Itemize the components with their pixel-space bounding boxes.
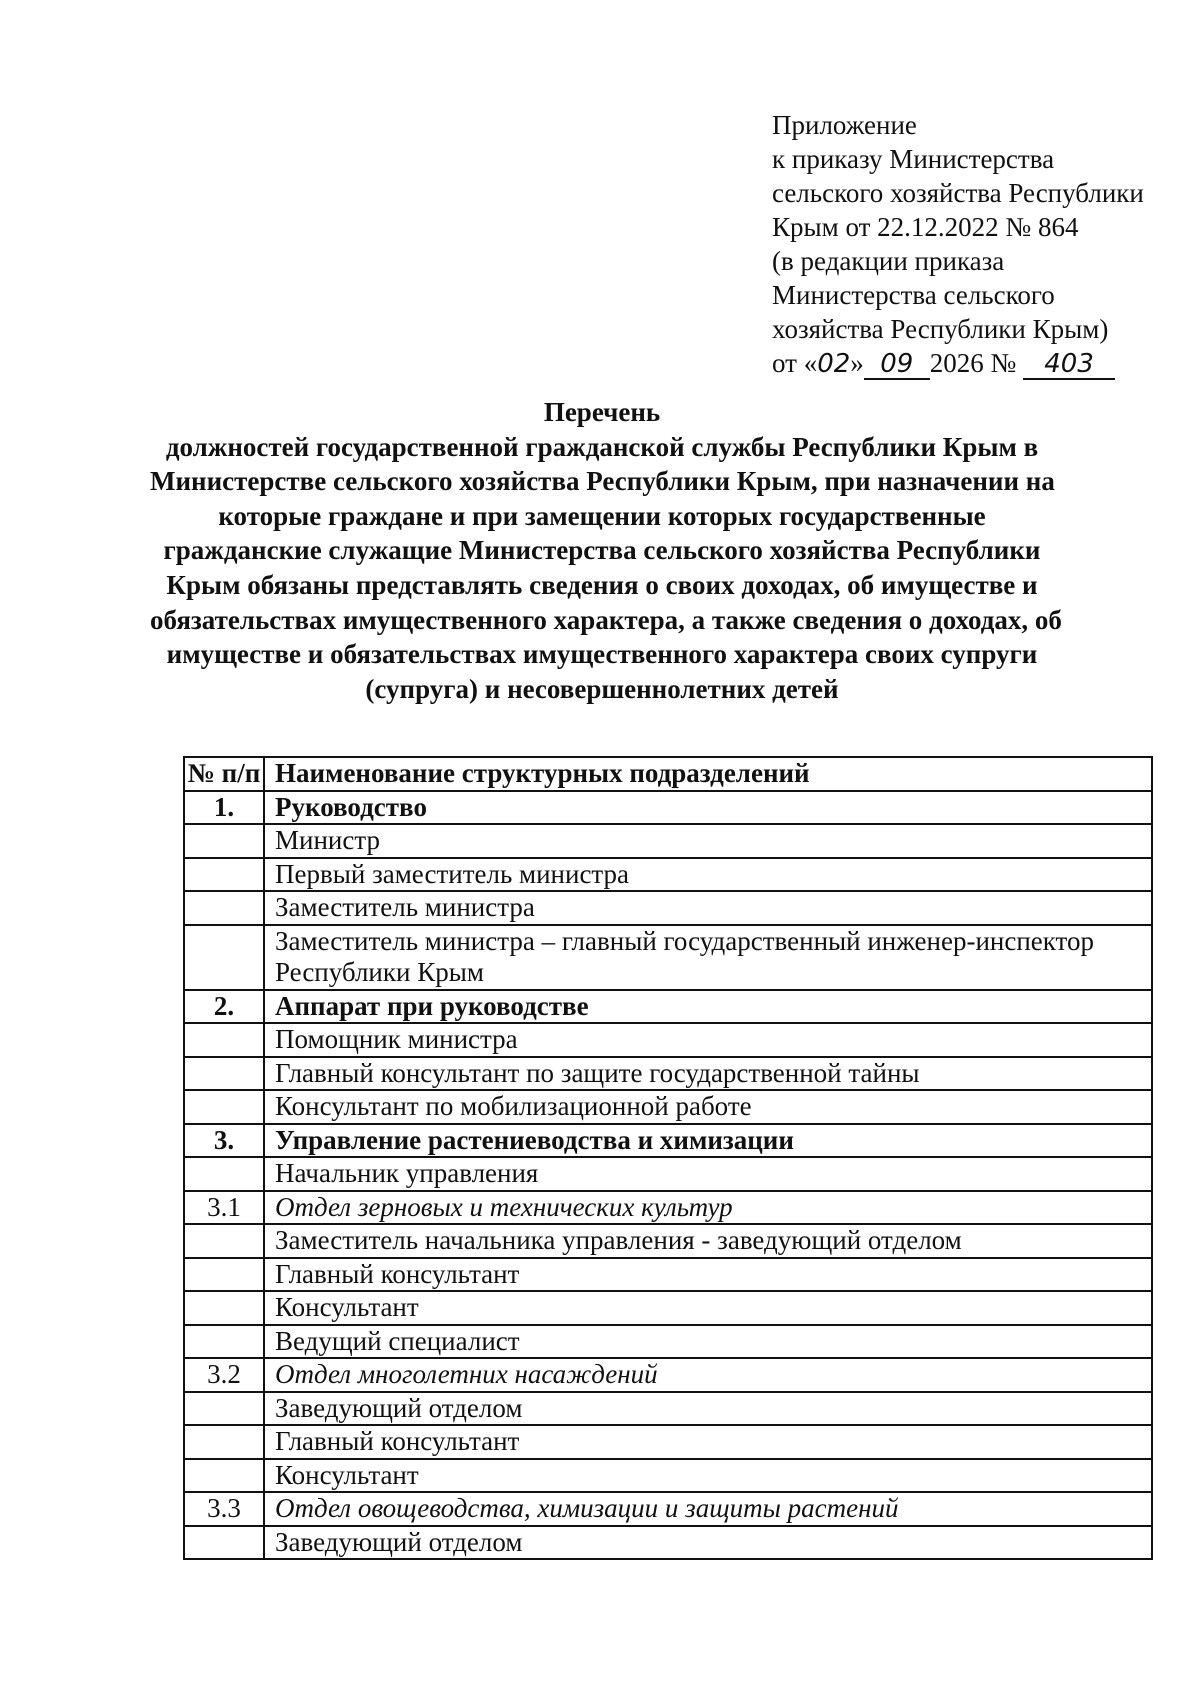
- row-position-name: Ведущий специалист: [264, 1325, 1152, 1359]
- row-number: 3.: [184, 1124, 264, 1158]
- table-row: [184, 990, 1152, 1024]
- row-position-name: Главный консультант по защите государственной тайны: [264, 1057, 1152, 1091]
- row-position-name: Консультант: [264, 1459, 1152, 1493]
- appendix-line: Приложение: [772, 110, 917, 140]
- row-number: [184, 925, 264, 990]
- title-line: должностей государственной гражданской службы Республики Крым в: [165, 431, 1039, 462]
- row-position-name: Консультант по мобилизационной работе: [264, 1090, 1152, 1124]
- row-number: 3.2: [184, 1358, 264, 1392]
- row-number: 2.: [184, 990, 264, 1024]
- table-header-row: [184, 757, 1152, 791]
- row-number: [184, 1224, 264, 1258]
- row-number: [184, 1325, 264, 1359]
- row-number: 3.3: [184, 1492, 264, 1526]
- order-date-line: [772, 346, 1192, 381]
- title-line: Министерстве сельского хозяйства Республики Крым, при назначении на: [150, 466, 1055, 497]
- handwritten-month: 09: [864, 350, 930, 380]
- row-position-name: Заместитель начальника управления - заведующий отделом: [264, 1224, 1152, 1258]
- table-row: [184, 1325, 1152, 1359]
- row-number: [184, 1459, 264, 1493]
- table-row: [184, 1224, 1152, 1258]
- table-body: [184, 791, 1152, 1560]
- appendix-line: хозяйства Республики Крым): [772, 314, 1109, 344]
- title-heading: Перечень: [543, 397, 661, 427]
- row-position-name: Отдел овощеводства, химизации и защиты растений: [264, 1492, 1152, 1526]
- date-quote-close: »: [850, 348, 864, 378]
- table-row: [184, 791, 1152, 825]
- row-position-name: Аппарат при руководстве: [264, 990, 1152, 1024]
- row-number: [184, 1392, 264, 1426]
- date-prefix: от «: [772, 348, 818, 378]
- table-row: [184, 1492, 1152, 1526]
- row-position-name: Министр: [264, 824, 1152, 858]
- row-number: [184, 1057, 264, 1091]
- appendix-line: (в редакции приказа: [772, 246, 1005, 276]
- title-line: обязательствах имущественного характера, а также сведения о доходах, об: [150, 604, 1062, 635]
- row-position-name: Помощник министра: [264, 1023, 1152, 1057]
- table-row: [184, 891, 1152, 925]
- table-row: [184, 1191, 1152, 1225]
- table-row: [184, 1392, 1152, 1426]
- title-line: Крым обязаны представлять сведения о своих доходах, об имуществе и: [166, 569, 1038, 600]
- row-position-name: Главный консультант: [264, 1258, 1152, 1292]
- appendix-note: [772, 108, 1192, 381]
- table-row: [184, 1023, 1152, 1057]
- row-number: 1.: [184, 791, 264, 825]
- appendix-line: к приказу Министерства: [772, 144, 1055, 174]
- header-name: Наименование структурных подразделений: [264, 757, 1152, 791]
- row-position-name: Управление растениеводства и химизации: [264, 1124, 1152, 1158]
- row-number: [184, 824, 264, 858]
- title-line: гражданские служащие Министерства сельского хозяйства Республики: [163, 535, 1041, 566]
- row-number: [184, 1526, 264, 1560]
- positions-table: [183, 756, 1153, 1560]
- row-number: 3.1: [184, 1191, 264, 1225]
- row-number: [184, 1023, 264, 1057]
- table-row: [184, 1057, 1152, 1091]
- row-number: [184, 1425, 264, 1459]
- row-position-name: Заведующий отделом: [264, 1526, 1152, 1560]
- table-row: [184, 1526, 1152, 1560]
- header-number: № п/п: [184, 757, 264, 791]
- table-row: [184, 1459, 1152, 1493]
- appendix-line: Министерства сельского: [772, 280, 1055, 310]
- table-row: [184, 1258, 1152, 1292]
- row-position-name: Первый заместитель министра: [264, 858, 1152, 892]
- row-number: [184, 1258, 264, 1292]
- row-number: [184, 1291, 264, 1325]
- appendix-line: Крым от 22.12.2022 № 864: [772, 212, 1079, 242]
- row-number: [184, 1090, 264, 1124]
- table-row: [184, 824, 1152, 858]
- title-line: имуществе и обязательствах имущественного характера своих супруги: [166, 639, 1038, 670]
- document-title: [150, 395, 1062, 706]
- row-position-name: Начальник управления: [264, 1157, 1152, 1191]
- row-position-name: Заместитель министра – главный государственный инженер-инспектор Республики Крым: [264, 925, 1152, 990]
- row-number: [184, 1157, 264, 1191]
- row-number: [184, 858, 264, 892]
- handwritten-order-number: 403: [1023, 350, 1115, 380]
- table-row: [184, 1090, 1152, 1124]
- title-line: которые граждане и при замещении которых государственные: [218, 500, 986, 531]
- row-position-name: Отдел зерновых и технических культур: [264, 1191, 1152, 1225]
- row-position-name: Консультант: [264, 1291, 1152, 1325]
- table-row: [184, 1425, 1152, 1459]
- table-row: [184, 1291, 1152, 1325]
- date-year-number: 2026 №: [929, 348, 1017, 378]
- row-position-name: Главный консультант: [264, 1425, 1152, 1459]
- table-row: [184, 925, 1152, 990]
- table-row: [184, 1124, 1152, 1158]
- row-position-name: Отдел многолетних насаждений: [264, 1358, 1152, 1392]
- row-position-name: Заведующий отделом: [264, 1392, 1152, 1426]
- row-position-name: Руководство: [264, 791, 1152, 825]
- row-position-name: Заместитель министра: [264, 891, 1152, 925]
- title-line: (супруга) и несовершеннолетних детей: [365, 673, 839, 704]
- table-row: [184, 1157, 1152, 1191]
- appendix-line: сельского хозяйства Республики: [772, 178, 1144, 208]
- row-number: [184, 891, 264, 925]
- handwritten-day: 02: [817, 349, 851, 379]
- table-row: [184, 1358, 1152, 1392]
- table-row: [184, 858, 1152, 892]
